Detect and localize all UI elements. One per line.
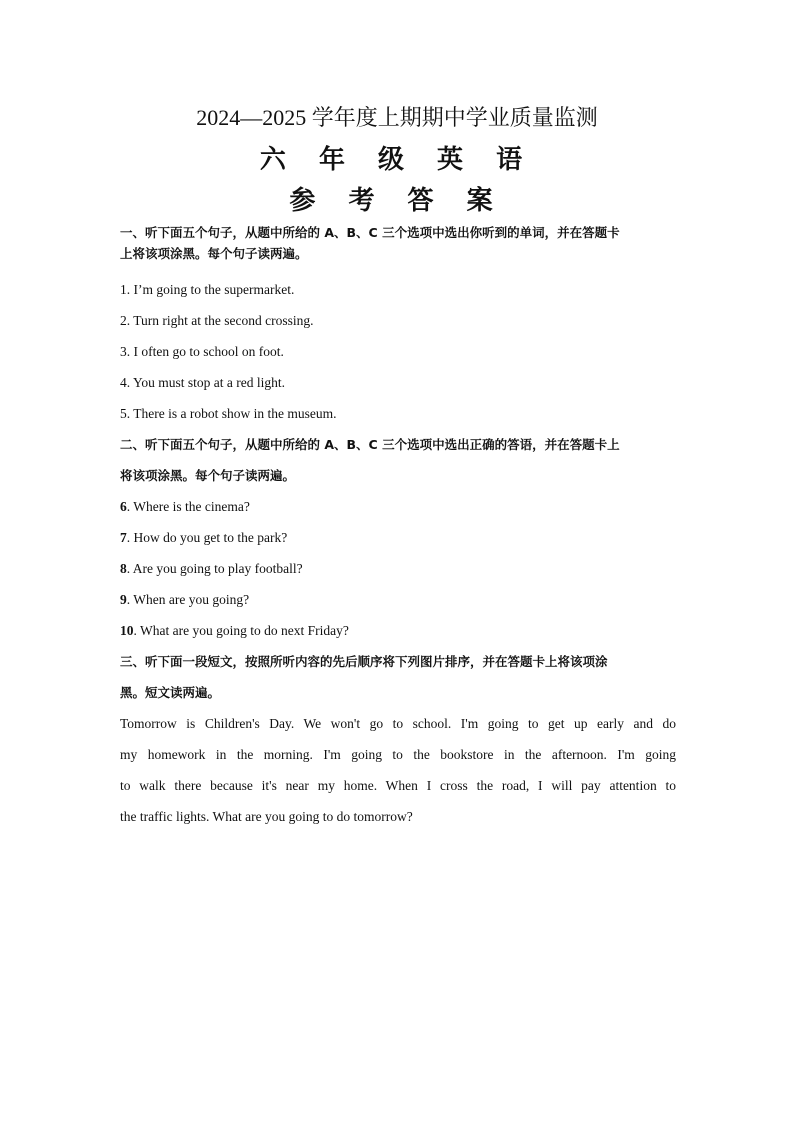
item-text: . What are you going to do next Friday? [133, 623, 349, 638]
section-2-heading-line-1: 二、听下面五个句子，从题中所给的 A、B、C 三个选项中选出正确的答语，并在答题卡上 [120, 437, 620, 452]
section-2-item-9 [120, 584, 676, 615]
section-1-item-2 [120, 305, 676, 336]
passage-line-4: the traffic lights. What are you going to do tomorrow? [120, 809, 413, 824]
section-1-item-1 [120, 274, 676, 305]
item-number: 6 [120, 499, 127, 514]
item-text: Turn right at the second crossing. [130, 313, 314, 328]
item-number: 3. [120, 344, 131, 359]
item-text: . When are you going? [126, 592, 250, 607]
section-1-heading-line-1: 一、听下面五个句子，从题中所给的 A、B、C 三个选项中选出你听到的单词，并在答题卡 [120, 225, 620, 240]
item-number: 1. [120, 282, 131, 297]
item-number: 10 [120, 623, 134, 638]
section-3-heading-line-2: 黑。短文读两遍。 [120, 685, 221, 700]
section-2-item-6 [120, 491, 676, 522]
exam-title: 2024—2025 学年度上期期中学业质量监测 [196, 105, 598, 130]
item-text: You must stop at a red light. [130, 375, 286, 390]
item-text: I’m going to the supermarket. [130, 282, 295, 297]
section-1-heading-line-2: 上将该项涂黑。每个句子读两遍。 [120, 246, 308, 261]
item-text: . How do you get to the park? [126, 530, 288, 545]
item-number: 5. [120, 406, 131, 421]
section-2-heading-line-2: 将该项涂黑。每个句子读两遍。 [120, 468, 296, 483]
listening-passage [120, 708, 676, 832]
item-text: I often go to school on foot. [130, 344, 284, 359]
answer-key-title: 参 考 答 案 [289, 186, 505, 216]
passage-line-2: my homework in the morning. I'm going to the bookstore in the afternoon. I'm going [120, 747, 676, 762]
passage-line-3: to walk there because it's near my home. When I cross the road, I will pay attention to [120, 778, 676, 793]
section-3-heading [120, 646, 676, 708]
section-1-item-5 [120, 398, 676, 429]
section-2-item-7 [120, 522, 676, 553]
section-1-item-3 [120, 336, 676, 367]
item-text: There is a robot show in the museum. [130, 406, 337, 421]
item-number: 8 [120, 561, 127, 576]
section-3-heading-line-1: 三、听下面一段短文，按照所听内容的先后顺序将下列图片排序，并在答题卡上将该项涂 [120, 654, 608, 669]
document-body [120, 222, 676, 832]
section-1-heading [120, 224, 676, 262]
subject-title: 六 年 级 英 语 [259, 145, 535, 175]
section-2-heading [120, 429, 676, 491]
item-number: 9 [120, 592, 127, 607]
section-2-item-10 [120, 615, 676, 646]
section-2-item-8 [120, 553, 676, 584]
passage-line-1: Tomorrow is Children's Day. We won't go to school. I'm going to get up early and do [120, 716, 676, 731]
section-1-item-4 [120, 367, 676, 398]
item-text: . Where is the cinema? [126, 499, 250, 514]
item-text: . Are you going to play football? [126, 561, 303, 576]
item-number: 2. [120, 313, 131, 328]
item-number: 4. [120, 375, 131, 390]
item-number: 7 [120, 530, 127, 545]
